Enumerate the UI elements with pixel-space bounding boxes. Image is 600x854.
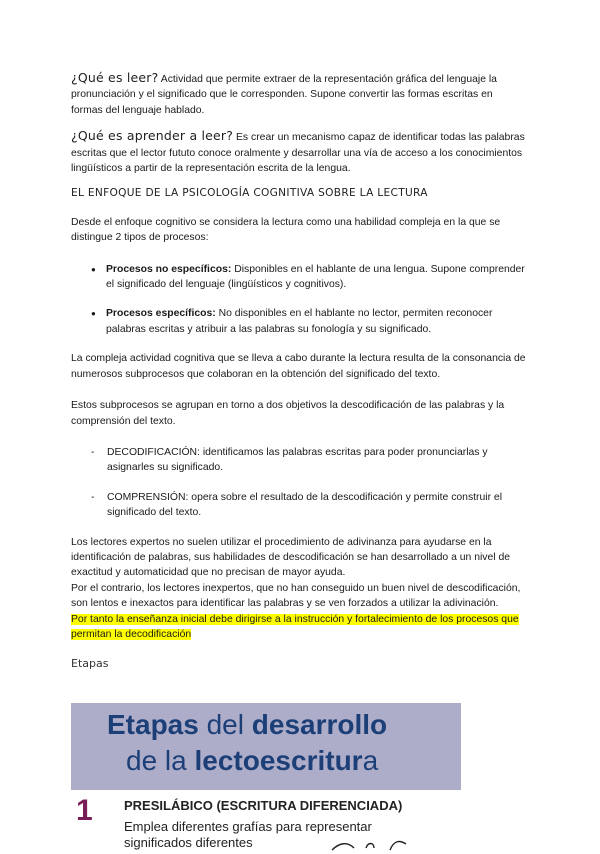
handwritten-scribble-icon	[330, 834, 410, 854]
dash-item-decodificacion: - DECODIFICACIÓN: identificamos las palabras escritas para poder pronunciarlas y asignarles su significado.	[91, 445, 526, 476]
dash-item-comprension: - COMPRENSIÓN: opera sobre el resultado de la descodificación y permite construir el significado del texto.	[91, 490, 526, 521]
document-body	[71, 70, 526, 672]
stage-description: Emplea diferentes grafías para representar	[124, 819, 372, 834]
bullet-text: Disponibles en el hablante de una lengua. Supone comprender el significado del lenguaje (lingüísticos y cognitivos).	[106, 263, 525, 291]
que-es-leer-paragraph	[71, 70, 526, 118]
bullet-label: Procesos no específicos:	[106, 263, 232, 275]
que-es-aprender-paragraph	[71, 128, 526, 176]
expertos-paragraph: Los lectores expertos no suelen utilizar el procedimiento de adivinanza para ayudarse en la identificación de palabras, sus habilidades de descodificación se han desarrollado a un nivel de exactitud y automaticidad que no precisan de mayor ayuda.	[71, 536, 511, 579]
etapas-poster-image	[71, 703, 461, 790]
section-heading: EL ENFOQUE DE LA PSICOLOGÍA COGNITIVA SOBRE LA LECTURA	[71, 187, 428, 200]
que-es-aprender-title: ¿Qué es aprender a leer?	[71, 128, 234, 144]
highlighted-text: Por tanto la enseñanza inicial debe dirigirse a la instrucción y fortalecimiento de los procesos que permitan la decodificación	[71, 613, 519, 640]
stage-number: 1	[76, 794, 93, 827]
stage-title: PRESILÁBICO (ESCRITURA DIFERENCIADA)	[124, 798, 403, 813]
bullet-label: Procesos específicos:	[106, 308, 216, 320]
inexpertos-paragraph: Por el contrario, los lectores inexpertos, que no han conseguido un buen nivel de descodificación, son lentos e inexactos para identificar las palabras y se ven forzados a utilizar la adivinación.	[71, 582, 521, 610]
intro-paragraph: Desde el enfoque cognitivo se considera la lectura como una habilidad compleja en la que se distingue 2 tipos de procesos:	[71, 216, 501, 244]
bullet-item-especificos	[91, 306, 526, 337]
etapas-label: Etapas	[71, 657, 109, 671]
bullet-text: No disponibles en el hablante no lector, permiten reconocer palabras escritas y atribuir a las palabras su fonología y su significado.	[106, 308, 493, 335]
subprocesos-paragraph: Estos subprocesos se agrupan en torno a dos objetivos la descodificación de las palabras y la comprensión del texto.	[71, 400, 505, 427]
que-es-leer-title: ¿Qué es leer?	[71, 70, 159, 85]
stage-description-cont: significados diferentes	[124, 835, 253, 850]
subprocess-dash-list	[71, 445, 526, 521]
poster-title-line1: Etapas del desarrollo	[107, 709, 388, 740]
que-es-aprender-text: Es crear un mecanismo capaz de identificar todas las palabras escritas que el lector fututo conoce oralmente y desarrollar una vía de acceso a los conocimientos lingüísticos a partir de la representación escrita de la lengua.	[71, 132, 525, 175]
que-es-leer-text: Actividad que permite extraer de la representación gráfica del lenguaje la pronunciación y el significado que le corresponden. Supone convertir las formas escritas en formas del lenguaje hablado.	[71, 74, 497, 116]
compleja-paragraph: La compleja actividad cognitiva que se lleva a cabo durante la lectura resulta de la consonancia de numerosos subprocesos que colaboran en la obtención del significado del texto.	[71, 353, 526, 380]
poster-title-line2: de la lectoescritura	[126, 745, 379, 776]
highlighted-paragraph	[71, 612, 526, 643]
process-bullet-list	[71, 262, 526, 338]
bullet-item-no-especificos	[91, 262, 526, 293]
